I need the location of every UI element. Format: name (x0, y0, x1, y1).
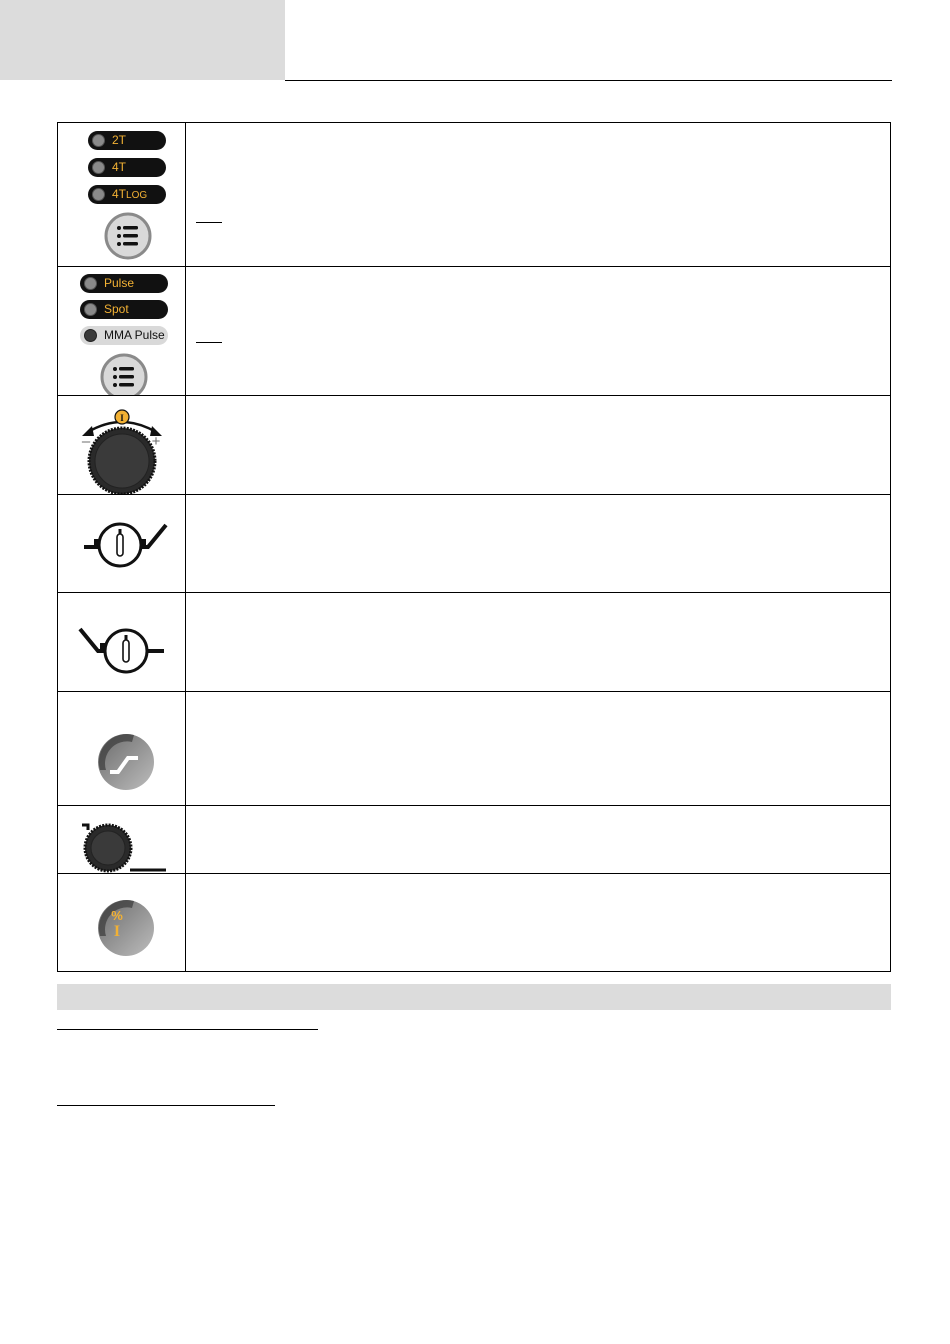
upslope-icon-cell (58, 692, 186, 806)
wire-reel-description (186, 806, 891, 874)
plus-label: + (151, 433, 161, 450)
section-heading-bar (57, 984, 891, 1010)
led-indicator (92, 161, 105, 174)
list-icon[interactable] (98, 353, 150, 395)
table-row (58, 806, 891, 874)
upslope-icon[interactable] (96, 732, 156, 792)
current-knob-icon[interactable] (72, 406, 172, 494)
trigger-2t-button[interactable] (88, 131, 166, 150)
table-row (58, 267, 891, 396)
minus-label: – (81, 433, 91, 450)
led-indicator (92, 134, 105, 147)
percent-current-icon-cell (58, 874, 186, 972)
button-label-main: 4T (112, 187, 127, 201)
spot-button[interactable] (80, 300, 168, 319)
button-label: Spot (104, 302, 129, 316)
wire-reel-icon-cell (58, 806, 186, 874)
trigger-mode-icon-cell (58, 123, 186, 267)
current-knob-icon-cell (58, 396, 186, 495)
subheading-underline (57, 1105, 275, 1106)
button-label-suffix: LOG (126, 190, 148, 201)
table-row (58, 495, 891, 593)
led-indicator (84, 329, 97, 342)
underline-mark (196, 222, 222, 223)
gas-preflow-description (186, 495, 891, 593)
table-row (58, 123, 891, 267)
button-label: 2T (112, 133, 127, 147)
gas-postflow-icon-cell (58, 593, 186, 692)
current-symbol: I (113, 923, 121, 940)
table-row (58, 874, 891, 972)
list-icon[interactable] (102, 212, 154, 260)
header-box (0, 0, 285, 80)
gas-postflow-description (186, 593, 891, 692)
led-indicator (84, 277, 97, 290)
gas-preflow-icon-cell (58, 495, 186, 593)
gas-cylinder-postflow-icon (76, 625, 166, 677)
trigger-4t-log-button[interactable] (88, 185, 166, 204)
percent-current-description (186, 874, 891, 972)
header-rule (285, 80, 892, 81)
table-row (58, 396, 891, 495)
knob-badge-label: I (120, 413, 124, 423)
led-indicator (92, 188, 105, 201)
trigger-4t-button[interactable] (88, 158, 166, 177)
button-label: Pulse (104, 276, 135, 290)
process-mode-description (186, 267, 891, 396)
table-row (58, 593, 891, 692)
pulse-button[interactable] (80, 274, 168, 293)
button-label: 4T (112, 160, 127, 174)
button-label (112, 187, 147, 203)
upslope-description (186, 692, 891, 806)
percent-current-icon[interactable] (96, 898, 156, 958)
mma-pulse-button[interactable] (80, 326, 168, 345)
underline-mark (196, 342, 222, 343)
led-indicator (84, 303, 97, 316)
trigger-mode-description (186, 123, 891, 267)
gas-cylinder-preflow-icon (82, 519, 170, 571)
current-knob-description (186, 396, 891, 495)
wire-reel-icon[interactable] (80, 822, 170, 874)
percent-symbol: % (111, 908, 123, 923)
button-label: MMA Pulse (104, 328, 165, 342)
controls-table (57, 122, 891, 972)
process-mode-icon-cell (58, 267, 186, 396)
table-row (58, 692, 891, 806)
subheading-underline (57, 1029, 318, 1030)
